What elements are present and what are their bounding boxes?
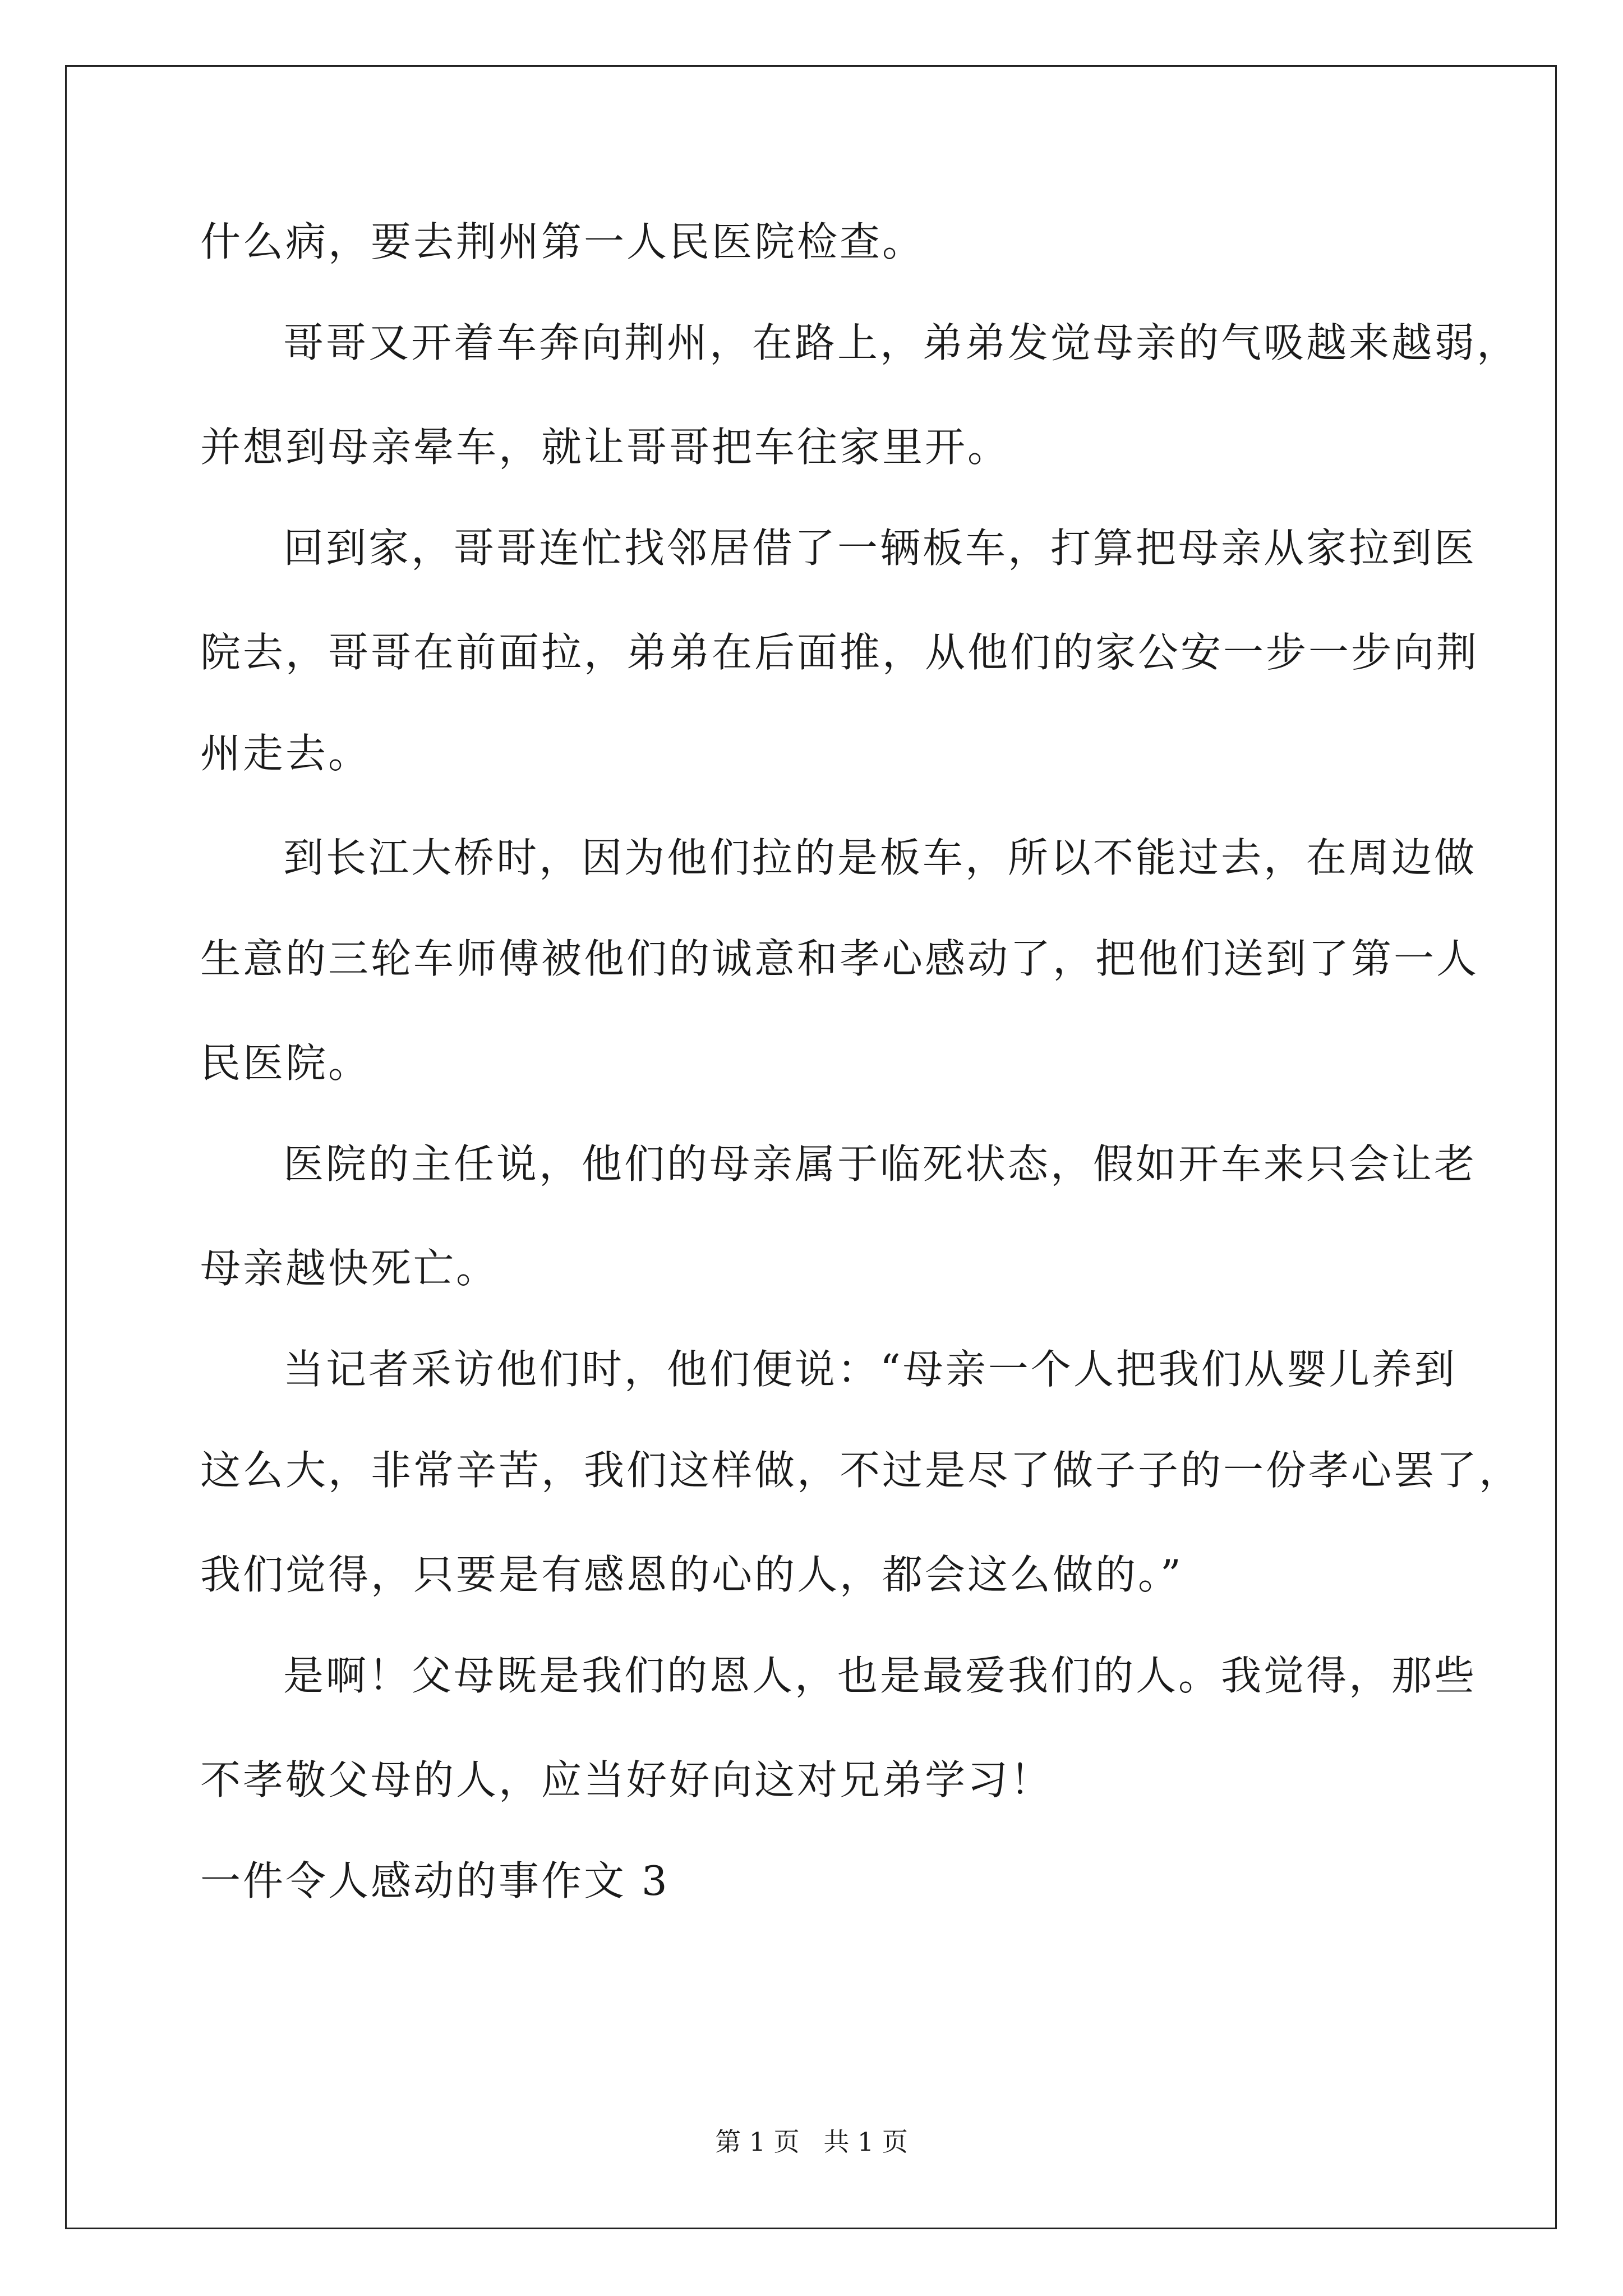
paragraph-start-line: 哥哥又开着车奔向荆州，在路上，弟弟发觉母亲的气吸越来越弱， xyxy=(283,319,1520,366)
text-line: 不孝敬父母的人，应当好好向这对兄弟学习！ xyxy=(200,1756,1053,1803)
paragraph-start-line: 到长江大桥时，因为他们拉的是板车，所以不能过去，在周边做 xyxy=(283,834,1477,881)
text-line: 并想到母亲晕车，就让哥哥把车往家里开。 xyxy=(200,424,1011,471)
text-line: 生意的三轮车师傅被他们的诚意和孝心感动了，把他们送到了第一人 xyxy=(200,935,1479,982)
text-line: 什么病，要去荆州第一人民医院检查。 xyxy=(200,218,925,265)
text-line: 母亲越快死亡。 xyxy=(200,1245,499,1292)
page-total: 共 1 页 xyxy=(823,2127,908,2157)
paragraph-start-line: 是啊！父母既是我们的恩人，也是最爱我们的人。我觉得，那些 xyxy=(283,1652,1477,1699)
paragraph-start-line: 回到家，哥哥连忙找邻居借了一辆板车，打算把母亲从家拉到医 xyxy=(283,524,1477,572)
page-footer xyxy=(0,2125,1623,2159)
text-line: 民医院。 xyxy=(200,1039,371,1087)
paragraph-start-line: 当记者采访他们时，他们便说：“母亲一个人把我们从婴儿养到 xyxy=(283,1346,1457,1393)
text-line: 这么大，非常辛苦，我们这样做，不过是尽了做子子的一份孝心罢了， xyxy=(200,1447,1522,1494)
page-number: 第 1 页 xyxy=(715,2127,800,2157)
paragraph-start-line: 医院的主任说，他们的母亲属于临死状态，假如开车来只会让老 xyxy=(283,1140,1477,1188)
text-line: 我们觉得，只要是有感恩的心的人，都会这么做的。” xyxy=(200,1551,1183,1598)
section-heading: 一件令人感动的事作文 3 xyxy=(200,1857,670,1904)
text-line: 州走去。 xyxy=(200,730,371,777)
text-line: 院去，哥哥在前面拉，弟弟在后面推，从他们的家公安一步一步向荆 xyxy=(200,629,1479,676)
